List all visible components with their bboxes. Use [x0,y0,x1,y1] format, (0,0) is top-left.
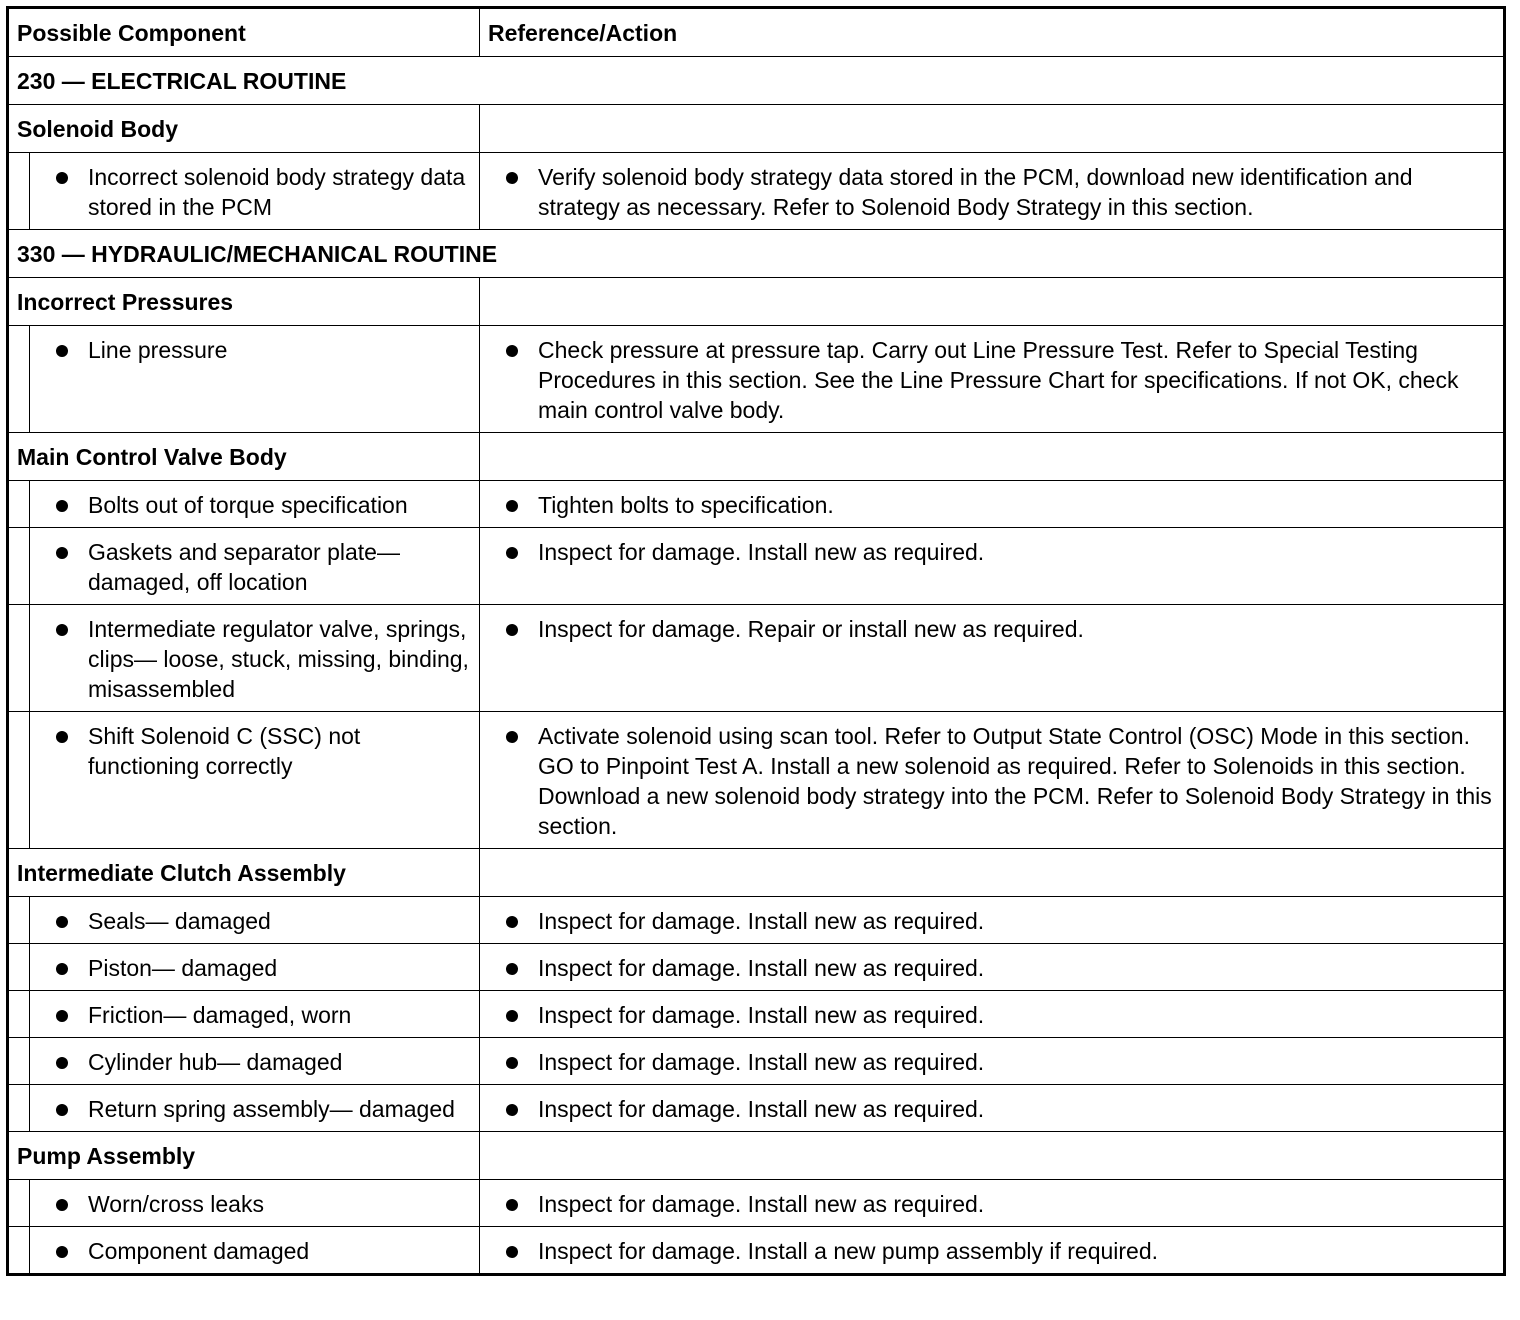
section-row [8,230,1505,278]
action-text: Activate solenoid using scan tool. Refer to Output State Control (OSC) Mode in this section. GO to Pinpoint Test A. Install a new solenoid as required. Refer to Solenoids in this section. Download a new solenoid body strategy into the PCM. Refer to Solenoid Body Strategy in this section. [538,723,1492,839]
component-cell [30,897,480,944]
section-row [8,57,1505,105]
component-bullet-item [30,721,471,781]
action-cell [480,991,1505,1038]
component-cell [30,481,480,528]
table-row [8,1227,1505,1275]
bullet-icon [506,500,518,512]
component-bullet-item [30,490,471,520]
indent-cell [8,528,30,605]
indent-cell [8,1085,30,1132]
action-cell [480,605,1505,712]
action-text: Inspect for damage. Install new as required. [538,955,985,981]
component-cell [30,1227,480,1275]
component-cell [30,153,480,230]
table-row [8,944,1505,991]
indent-cell [8,326,30,433]
component-cell [30,991,480,1038]
component-text: Bolts out of torque specification [88,492,408,518]
group-row [8,278,1505,326]
action-text: Inspect for damage. Install new as required. [538,1096,985,1122]
component-bullet-item [30,1236,471,1266]
bullet-icon [56,1246,68,1258]
action-cell [480,944,1505,991]
action-cell [480,1038,1505,1085]
bullet-icon [56,500,68,512]
component-text: Piston— damaged [88,955,278,981]
group-title: Incorrect Pressures [8,278,480,326]
component-text: Seals— damaged [88,908,271,934]
group-row [8,433,1505,481]
action-text: Inspect for damage. Install new as required. [538,539,985,565]
bullet-icon [506,624,518,636]
component-bullet-item [30,335,471,365]
action-cell [480,1227,1505,1275]
bullet-icon [506,1010,518,1022]
component-cell [30,944,480,991]
action-cell [480,528,1505,605]
group-empty-cell [480,278,1505,326]
component-cell [30,1085,480,1132]
table-row [8,605,1505,712]
action-bullet-item [480,1000,1493,1030]
table-row [8,712,1505,849]
component-text: Component damaged [88,1238,310,1264]
indent-cell [8,481,30,528]
action-bullet-item [480,1236,1493,1266]
bullet-icon [56,916,68,928]
bullet-icon [56,1199,68,1211]
bullet-icon [56,624,68,636]
action-cell [480,1180,1505,1227]
action-cell [480,1085,1505,1132]
component-cell [30,1180,480,1227]
action-cell [480,897,1505,944]
group-empty-cell [480,849,1505,897]
bullet-icon [506,963,518,975]
component-text: Incorrect solenoid body strategy data stored in the PCM [88,164,466,220]
component-bullet-item [30,1047,471,1077]
action-bullet-item [480,1189,1493,1219]
group-row [8,1132,1505,1180]
bullet-icon [506,172,518,184]
action-text: Inspect for damage. Install new as required. [538,1002,985,1028]
indent-cell [8,1227,30,1275]
bullet-icon [56,1104,68,1116]
component-bullet-item [30,1000,471,1030]
table-row [8,1085,1505,1132]
group-title: Solenoid Body [8,105,480,153]
component-text: Intermediate regulator valve, springs, clips— loose, stuck, missing, binding, misassembled [88,616,469,702]
bullet-icon [506,1057,518,1069]
component-bullet-item [30,537,471,597]
bullet-icon [506,547,518,559]
table-row [8,1180,1505,1227]
component-cell [30,712,480,849]
bullet-icon [506,1104,518,1116]
indent-cell [8,944,30,991]
component-bullet-item [30,1094,471,1124]
indent-cell [8,1180,30,1227]
bullet-icon [56,1010,68,1022]
action-bullet-item [480,1047,1493,1077]
action-bullet-item [480,614,1493,644]
component-bullet-item [30,906,471,936]
action-text: Verify solenoid body strategy data stored in the PCM, download new identification and strategy as necessary. Refer to Solenoid Body Strategy in this section. [538,164,1413,220]
component-text: Cylinder hub— damaged [88,1049,343,1075]
table-row [8,481,1505,528]
bullet-icon [506,1246,518,1258]
bullet-icon [56,1057,68,1069]
header-row [8,8,1505,57]
component-text: Gaskets and separator plate— damaged, off location [88,539,400,595]
bullet-icon [506,916,518,928]
component-bullet-item [30,614,471,704]
action-bullet-item [480,953,1493,983]
component-text: Line pressure [88,337,228,363]
component-cell [30,326,480,433]
group-row [8,849,1505,897]
action-text: Check pressure at pressure tap. Carry out Line Pressure Test. Refer to Special Testing Procedures in this section. See the Line Pressure Chart for specifications. If not OK, check main control valve body. [538,337,1459,423]
bullet-icon [506,345,518,357]
action-bullet-item [480,162,1493,222]
table-row [8,1038,1505,1085]
bullet-icon [506,1199,518,1211]
action-cell [480,326,1505,433]
bullet-icon [56,731,68,743]
component-text: Shift Solenoid C (SSC) not functioning correctly [88,723,361,779]
bullet-icon [506,731,518,743]
action-bullet-item [480,537,1493,567]
group-title: Intermediate Clutch Assembly [8,849,480,897]
component-cell [30,528,480,605]
bullet-icon [56,345,68,357]
component-cell [30,1038,480,1085]
bullet-icon [56,547,68,559]
action-text: Inspect for damage. Repair or install new as required. [538,616,1084,642]
section-title: 230 — ELECTRICAL ROUTINE [8,57,1505,105]
table-row [8,153,1505,230]
group-empty-cell [480,105,1505,153]
action-cell [480,481,1505,528]
component-text: Return spring assembly— damaged [88,1096,455,1122]
group-title: Main Control Valve Body [8,433,480,481]
action-text: Inspect for damage. Install new as required. [538,1191,985,1217]
component-bullet-item [30,1189,471,1219]
indent-cell [8,1038,30,1085]
bullet-icon [56,963,68,975]
table-row [8,326,1505,433]
action-bullet-item [480,906,1493,936]
component-text: Friction— damaged, worn [88,1002,352,1028]
indent-cell [8,991,30,1038]
action-bullet-item [480,721,1493,841]
diagnostic-table [6,6,1506,1276]
table-row [8,897,1505,944]
indent-cell [8,605,30,712]
component-cell [30,605,480,712]
indent-cell [8,897,30,944]
action-text: Tighten bolts to specification. [538,492,834,518]
indent-cell [8,712,30,849]
action-bullet-item [480,1094,1493,1124]
header-reference-action: Reference/Action [480,8,1505,57]
action-cell [480,153,1505,230]
action-bullet-item [480,490,1493,520]
group-row [8,105,1505,153]
table-body [8,57,1505,1275]
section-title: 330 — HYDRAULIC/MECHANICAL ROUTINE [8,230,1505,278]
bullet-icon [56,172,68,184]
group-empty-cell [480,1132,1505,1180]
header-possible-component: Possible Component [8,8,480,57]
action-text: Inspect for damage. Install a new pump assembly if required. [538,1238,1159,1264]
component-bullet-item [30,953,471,983]
action-cell [480,712,1505,849]
table-row [8,528,1505,605]
group-title: Pump Assembly [8,1132,480,1180]
table-row [8,991,1505,1038]
group-empty-cell [480,433,1505,481]
indent-cell [8,153,30,230]
action-text: Inspect for damage. Install new as required. [538,908,985,934]
component-text: Worn/cross leaks [88,1191,264,1217]
action-bullet-item [480,335,1493,425]
action-text: Inspect for damage. Install new as required. [538,1049,985,1075]
component-bullet-item [30,162,471,222]
